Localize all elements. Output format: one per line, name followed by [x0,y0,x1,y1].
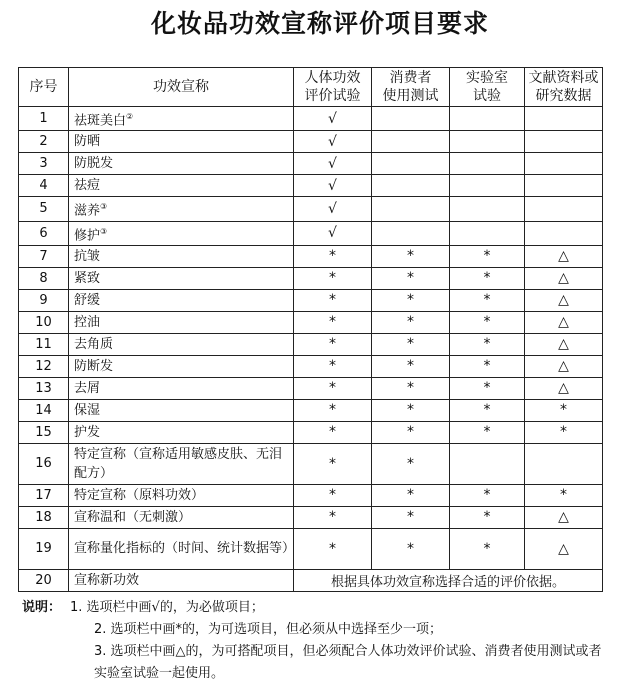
row-number: 8 [19,267,69,289]
mark-consumer-test [372,175,450,197]
mark-consumer-test: * [372,245,450,267]
mark-literature: △ [525,528,603,569]
mark-lab-test: * [450,245,525,267]
mark-human-test: * [294,528,372,569]
mark-consumer-test: * [372,506,450,528]
row-number: 17 [19,484,69,506]
page-title: 化妆品功效宣称评价项目要求 [150,9,489,38]
claim-name: 护发 [69,421,294,443]
mark-consumer-test: * [372,333,450,355]
mark-consumer-test: * [372,311,450,333]
mark-human-test: √ [294,107,372,131]
mark-human-test: √ [294,221,372,245]
mark-consumer-test [372,221,450,245]
mark-literature [525,175,603,197]
claim-name: 保湿 [69,399,294,421]
claim-name: 抗皱 [69,245,294,267]
mark-human-test: √ [294,197,372,221]
note-item: 1. 选项栏中画√的，为必做项目； [70,600,264,615]
mark-consumer-test: * [372,443,450,484]
claim-name: 去屑 [69,377,294,399]
mark-human-test: * [294,267,372,289]
row-number: 14 [19,399,69,421]
claim-name: 祛痘 [69,175,294,197]
mark-lab-test: * [450,311,525,333]
header-consumer-test: 消费者 使用测试 [372,68,450,107]
mark-human-test: * [294,377,372,399]
claim-name: 防断发 [69,355,294,377]
claim-name: 控油 [69,311,294,333]
mark-human-test: * [294,506,372,528]
table-row [19,399,603,421]
table-row [19,355,603,377]
mark-human-test: * [294,333,372,355]
mark-literature: △ [525,245,603,267]
claim-name: 特定宣称（原料功效） [69,484,294,506]
header-lab-test: 实验室 试验 [450,68,525,107]
row-number: 19 [19,528,69,569]
mark-consumer-test [372,131,450,153]
mark-consumer-test: * [372,355,450,377]
mark-literature [525,153,603,175]
mark-literature [525,107,603,131]
mark-literature: △ [525,267,603,289]
table-row [19,377,603,399]
table-row [19,421,603,443]
claim-name: 防脱发 [69,153,294,175]
table-row [19,289,603,311]
row-number: 2 [19,131,69,153]
mark-human-test: √ [294,131,372,153]
table-row [19,311,603,333]
notes [22,597,612,685]
table-row [19,569,603,591]
table-row [19,221,603,245]
claim-name: 舒缓 [69,289,294,311]
mark-consumer-test: * [372,484,450,506]
notes-lead: 说明： [22,600,62,615]
header-literature: 文献资料或 研究数据 [525,68,603,107]
mark-consumer-test: * [372,289,450,311]
mark-human-test: √ [294,175,372,197]
mark-human-test: * [294,399,372,421]
mark-lab-test: * [450,377,525,399]
mark-literature [525,443,603,484]
mark-lab-test: * [450,355,525,377]
mark-literature: △ [525,506,603,528]
mark-lab-test [450,443,525,484]
mark-consumer-test [372,107,450,131]
claim-name: 特定宣称（宣称适用敏感皮肤、无泪配方） [69,443,294,484]
table-row [19,175,603,197]
table-row [19,333,603,355]
mark-lab-test: * [450,421,525,443]
mark-consumer-test: * [372,528,450,569]
claim-name: 宣称量化指标的（时间、统计数据等） [69,528,294,569]
mark-consumer-test [372,153,450,175]
table-row [19,107,603,131]
row-number: 11 [19,333,69,355]
mark-literature: * [525,484,603,506]
mark-lab-test: * [450,506,525,528]
mark-literature [525,197,603,221]
mark-lab-test [450,197,525,221]
row-number: 5 [19,197,69,221]
claim-name: 滋养③ [69,197,294,221]
header-no: 序号 [19,68,69,107]
mark-consumer-test: * [372,267,450,289]
mark-human-test: √ [294,153,372,175]
row-number: 1 [19,107,69,131]
table-row [19,245,603,267]
mark-literature: * [525,399,603,421]
mark-human-test: * [294,421,372,443]
claim-name: 去角质 [69,333,294,355]
table-row [19,506,603,528]
claim-name: 紧致 [69,267,294,289]
mark-consumer-test: * [372,421,450,443]
mark-literature [525,221,603,245]
note-item: 3. 选项栏中画△的，为可搭配项目，但必须配合人体功效评价试验、消费者使用测试或者实验室试验一起使用。 [94,644,602,681]
row-number: 4 [19,175,69,197]
table-row [19,484,603,506]
mark-human-test: * [294,443,372,484]
mark-consumer-test: * [372,399,450,421]
mark-lab-test: * [450,399,525,421]
mark-human-test: * [294,311,372,333]
table-row [19,443,603,484]
table-row [19,267,603,289]
mark-literature: △ [525,377,603,399]
claim-name: 宣称新功效 [69,569,294,591]
mark-literature: * [525,421,603,443]
row-number: 10 [19,311,69,333]
header-human-test: 人体功效 评价试验 [294,68,372,107]
mark-human-test: * [294,289,372,311]
mark-human-test: * [294,484,372,506]
mark-literature [525,131,603,153]
mark-lab-test: * [450,289,525,311]
mark-literature: △ [525,289,603,311]
row-number: 15 [19,421,69,443]
mark-lab-test: * [450,267,525,289]
table-row [19,197,603,221]
row-number: 16 [19,443,69,484]
row-number: 13 [19,377,69,399]
table-row [19,153,603,175]
mark-lab-test: * [450,484,525,506]
claim-name: 祛斑美白② [69,107,294,131]
claim-name: 防晒 [69,131,294,153]
row-number: 3 [19,153,69,175]
evaluation-basis: 根据具体功效宣称选择合适的评价依据。 [294,569,603,591]
mark-consumer-test: * [372,377,450,399]
mark-consumer-test [372,197,450,221]
row-number: 6 [19,221,69,245]
mark-lab-test [450,221,525,245]
claim-name: 宣称温和（无刺激） [69,506,294,528]
mark-lab-test [450,131,525,153]
mark-literature: △ [525,355,603,377]
claim-name: 修护③ [69,221,294,245]
row-number: 7 [19,245,69,267]
row-number: 12 [19,355,69,377]
row-number: 18 [19,506,69,528]
mark-human-test: * [294,355,372,377]
mark-literature: △ [525,311,603,333]
claims-table [18,67,603,592]
table-row [19,528,603,569]
mark-literature: △ [525,333,603,355]
mark-lab-test [450,153,525,175]
table-row [19,131,603,153]
row-number: 20 [19,569,69,591]
header-claim: 功效宣称 [69,68,294,107]
row-number: 9 [19,289,69,311]
mark-lab-test: * [450,333,525,355]
mark-human-test: * [294,245,372,267]
mark-lab-test: * [450,528,525,569]
mark-lab-test [450,107,525,131]
note-item: 2. 选项栏中画*的，为可选项目，但必须从中选择至少一项； [94,622,443,637]
mark-lab-test [450,175,525,197]
